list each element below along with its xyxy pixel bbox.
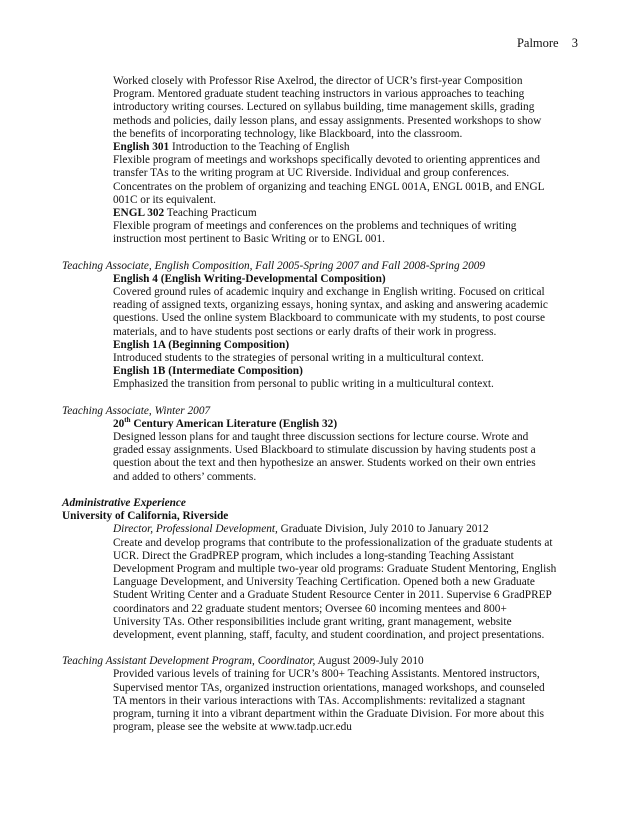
paragraph-line: Covered ground rules of academic inquiry and exchange in English writing. Focused on critical	[113, 286, 545, 299]
course-title: Introduction to the Teaching of English	[169, 141, 350, 154]
paragraph-line: question about the text and then hypothesize an answer. Students worked on their own entries	[113, 457, 536, 470]
tadp-title: Teaching Assistant Development Program, Coordinator,	[62, 655, 316, 668]
paragraph-line: and added to others’ comments.	[113, 470, 257, 483]
course-title-rest: Century American Literature (English 32)	[130, 417, 338, 430]
tadp-block	[77, 668, 569, 734]
paragraph-line: 001C or its equivalent.	[113, 193, 216, 206]
course-engl-302	[113, 207, 569, 220]
paragraph-line: development, event planning, staff, faculty, and student coordination, and project presentations.	[113, 628, 545, 641]
role-title: Director, Professional Development,	[113, 523, 278, 536]
paragraph-line: Language Development, and University Teaching Certification. Opened both a new Graduate	[113, 576, 535, 589]
course-number: 20	[113, 417, 125, 430]
paragraph-line: Flexible program of meetings and conferences on the problems and techniques of writing	[113, 220, 517, 233]
role-details: Graduate Division, July 2010 to January 2012	[277, 523, 489, 536]
section-heading-ta-composition: Teaching Associate, English Composition, Fall 2005-Spring 2007 and Fall 2008-Spring 2009	[62, 259, 486, 272]
paragraph-line: graded essay assignments. Used Blackboard to stimulate discussion by having students post a	[113, 444, 536, 457]
paragraph-line: instruction most pertinent to Basic Writing or to ENGL 001.	[113, 233, 385, 246]
section-heading-ta-winter: Teaching Associate, Winter 2007	[62, 404, 211, 417]
course-english-301	[113, 141, 569, 154]
header-name: Palmore	[516, 36, 559, 50]
paragraph-line: materials, and to have students post sections or early drafts of their work in progress.	[113, 325, 497, 338]
paragraph-line: reading of assigned texts, organizing essays, honing syntax, and asking and answering academic	[113, 299, 548, 312]
admin-block	[77, 523, 569, 642]
paragraph-line: coordinators and 22 graduate student mentors; Oversee 60 incoming mentees and 800+	[113, 602, 507, 615]
paragraph-line: TA mentors in their various interactions with TAs. Accomplishments: revitalized a stagnant	[113, 694, 526, 707]
paragraph-line: UCR. Direct the GradPREP program, which includes a long-standing Teaching Assistant	[113, 549, 514, 562]
section-heading-tadp	[62, 655, 569, 668]
paragraph-line: Program. Mentored graduate student teaching instructors in various approaches to teaching	[113, 88, 525, 101]
paragraph-line: Designed lesson plans for and taught three discussion sections for lecture course. Wrote and	[113, 431, 529, 444]
course-title-english-32	[113, 418, 569, 431]
paragraph-line: Emphasized the transition from personal to public writing in a multicultural context.	[113, 378, 494, 391]
paragraph-line: program, turning it into a vibrant department within the Graduate Division. For more about this	[113, 707, 545, 720]
course-title-english-4: English 4 (English Writing-Developmental Composition)	[113, 272, 386, 285]
organization-name: University of California, Riverside	[62, 510, 229, 523]
header-page-number: 3	[571, 36, 578, 50]
paragraph-line: Supervised mentor TAs, organized instruction orientations, managed workshops, and counseled	[113, 681, 545, 694]
ordinal-suffix: th	[124, 416, 131, 425]
resume-content	[62, 75, 569, 734]
course-title-english-1b: English 1B (Intermediate Composition)	[113, 365, 303, 378]
course-code: English 301	[113, 141, 170, 154]
paragraph-line: Introduced students to the strategies of personal writing in a multicultural context.	[113, 352, 484, 365]
ta-winter-block	[77, 418, 569, 484]
course-title: Teaching Practicum	[164, 207, 257, 220]
role-line	[113, 523, 569, 536]
paragraph-line: University TAs. Other responsibilities include grant writing, grant management, website	[113, 615, 512, 628]
page-header	[507, 37, 578, 50]
composition-program-block	[77, 75, 569, 247]
course-title-english-1a: English 1A (Beginning Composition)	[113, 338, 290, 351]
paragraph-line: Worked closely with Professor Rise Axelrod, the director of UCR’s first-year Composition	[113, 75, 523, 87]
paragraph-line: transfer TAs to the writing program at UC Riverside. Individual and group conferences.	[113, 167, 510, 180]
paragraph-line: Concentrates on the problem of organizing and teaching ENGL 001A, ENGL 001B, and ENGL	[113, 180, 545, 193]
course-code: ENGL 302	[113, 207, 165, 220]
tadp-dates: August 2009-July 2010	[315, 655, 424, 668]
paragraph-line: Provided various levels of training for UCR’s 800+ Teaching Assistants. Mentored instructors,	[113, 668, 540, 681]
paragraph-line: methods and policies, daily lesson plans, and essay assignments. Presented workshops to show	[113, 114, 542, 127]
paragraph-line: introductory writing courses. Lectured on syllabus building, time management skills, grading	[113, 101, 535, 114]
ta-composition-block	[77, 273, 569, 392]
paragraph-line: Flexible program of meetings and workshops specifically devoted to orienting apprentices and	[113, 154, 540, 167]
paragraph-line: Create and develop programs that contribute to the professionalization of the graduate students at	[113, 536, 553, 549]
paragraph-line: questions. Used the online system Blackboard to communicate with my students, to post course	[113, 312, 546, 325]
paragraph-line: program, please see the website at www.tadp.ucr.edu	[113, 721, 352, 734]
section-heading-administrative: Administrative Experience	[62, 496, 186, 509]
paragraph-line: the benefits of incorporating technology, like Blackboard, into the classroom.	[113, 127, 463, 140]
paragraph-line: Student Writing Center and a Graduate Student Resource Center in 2011. Supervise 6 GradPREP	[113, 589, 552, 602]
paragraph-line: Development Program and multiple two-year old programs: Graduate Student Mentoring, English	[113, 562, 557, 575]
